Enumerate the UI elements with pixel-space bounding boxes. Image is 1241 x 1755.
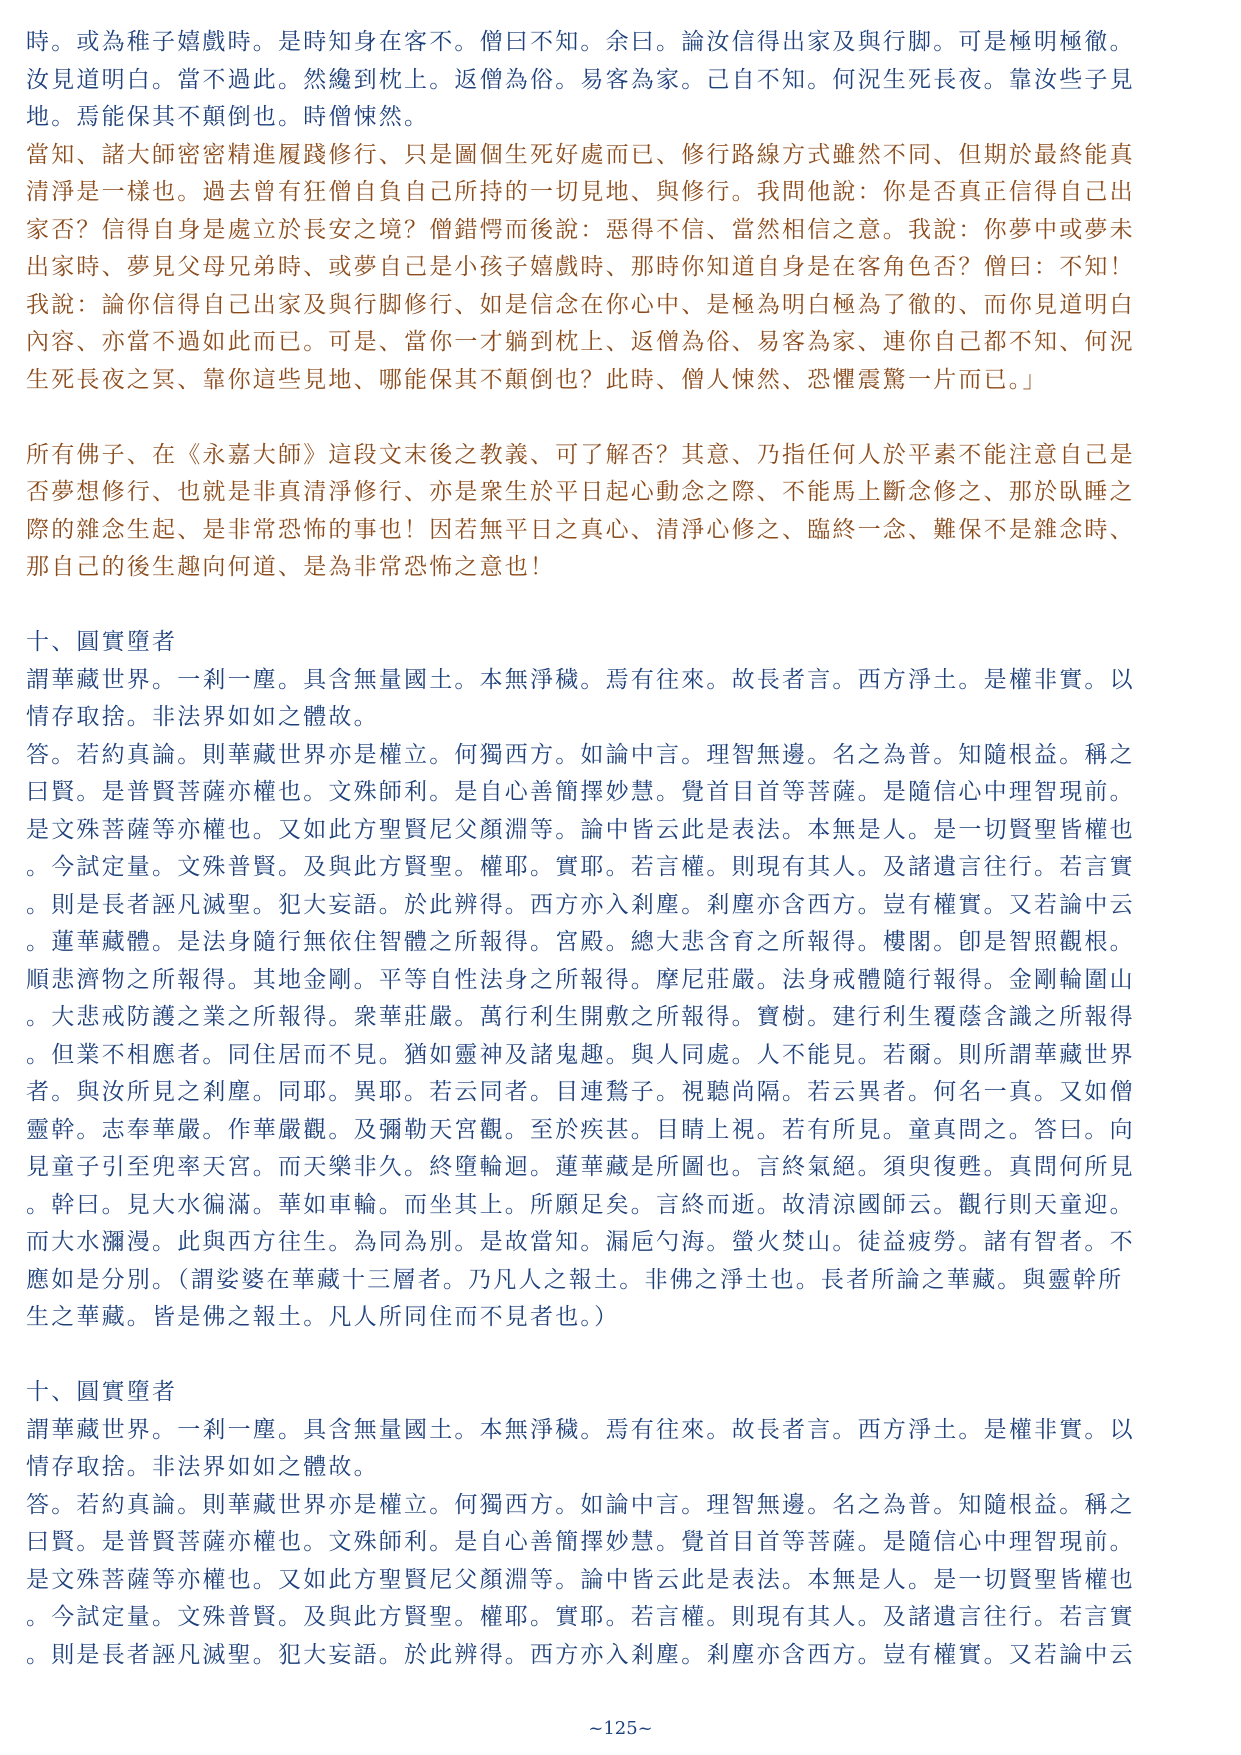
text-line: 汝見道明白。當不過此。然纔到枕上。返僧為俗。易客為家。己自不知。何況生死長夜。靠汝些子見 bbox=[26, 66, 1135, 93]
text-line: 是文殊菩薩等亦權也。又如此方聖賢尼父顏淵等。論中皆云此是表法。本無是人。是一切賢聖皆權也 bbox=[26, 1566, 1135, 1593]
text-line: 曰賢。是普賢菩薩亦權也。文殊師利。是自心善簡擇妙慧。覺首目首等菩薩。是隨信心中理智現前。 bbox=[26, 779, 1135, 805]
section-2-question bbox=[26, 1412, 1218, 1487]
text-line: 。今試定量。文殊普賢。及與此方賢聖。權耶。實耶。若言權。則現有其人。及諸遺言往行。若言實 bbox=[26, 1604, 1135, 1630]
text-line: 情存取捨。非法界如如之體故。 bbox=[26, 704, 379, 730]
text-line: 。則是長者誣凡滅聖。犯大妄語。於此辨得。西方亦入剎塵。剎塵亦含西方。豈有權實。又若論中云 bbox=[26, 891, 1135, 918]
text-line: 清淨是一樣也。過去曾有狂僧自負自己所持的一切見地、與修行。我問他說：你是否真正信得自己出 bbox=[26, 179, 1135, 205]
text-line: 順悲濟物之所報得。其地金剛。平等自性法身之所報得。摩尼莊嚴。法身戒體隨行報得。金剛輪圍山 bbox=[26, 966, 1135, 993]
text-line: 靈幹。志奉華嚴。作華嚴觀。及彌勒天宮觀。至於疾甚。目睛上視。若有所見。童真問之。答曰。向 bbox=[26, 1116, 1135, 1143]
text-line: 時。或為稚子嬉戲時。是時知身在客不。僧曰不知。余曰。論汝信得出家及與行脚。可是極明極徹。 bbox=[26, 29, 1135, 55]
text-line: 情存取捨。非法界如如之體故。 bbox=[26, 1454, 379, 1480]
paragraph-gap bbox=[26, 587, 1218, 625]
text-line: 際的雜念生起、是非常恐怖的事也！因若無平日之真心、清淨心修之、臨終一念、難保不是雜念時、 bbox=[26, 516, 1135, 543]
text-line: 應如是分別。（謂娑婆在華藏十三層者。乃凡人之報土。非佛之淨土也。長者所論之華藏。與靈幹所 bbox=[26, 1266, 1124, 1293]
commentary-paragraph-1 bbox=[26, 137, 1218, 400]
text-line: 曰賢。是普賢菩薩亦權也。文殊師利。是自心善簡擇妙慧。覺首目首等菩薩。是隨信心中理智現前。 bbox=[26, 1529, 1135, 1555]
text-line: 謂華藏世界。一剎一塵。具含無量國土。本無淨穢。焉有往來。故長者言。西方淨土。是權非實。以 bbox=[26, 666, 1135, 693]
text-line: 否夢想修行、也就是非真清淨修行、亦是衆生於平日起心動念之際、不能馬上斷念修之、那於臥睡之 bbox=[26, 479, 1135, 505]
text-line: 而大水瀰漫。此與西方往生。為同為別。是故當知。漏巵勺海。螢火焚山。徒益疲勞。諸有智者。不 bbox=[26, 1229, 1135, 1255]
text-line: 。蓮華藏體。是法身隨行無依住智體之所報得。宮殿。總大悲含育之所報得。樓閣。卽是智照觀根。 bbox=[26, 929, 1135, 955]
paragraph-gap bbox=[26, 399, 1218, 437]
text-line: 。但業不相應者。同住居而不見。猶如靈神及諸鬼趣。與人同處。人不能見。若爾。則所謂華藏世界 bbox=[26, 1041, 1135, 1068]
text-line: 。則是長者誣凡滅聖。犯大妄語。於此辨得。西方亦入剎塵。剎塵亦含西方。豈有權實。又若論中云 bbox=[26, 1641, 1135, 1668]
paragraph-gap bbox=[26, 1337, 1218, 1375]
text-line: 生死長夜之冥、靠你這些見地、哪能保其不顛倒也？此時、僧人悚然、恐懼震驚一片而已。」 bbox=[26, 366, 1048, 393]
section-heading-1: 十、圓實墮者 bbox=[26, 629, 178, 655]
intro-quote bbox=[26, 24, 1218, 137]
text-line: 地。焉能保其不顛倒也。時僧悚然。 bbox=[26, 104, 430, 130]
text-line: 。今試定量。文殊普賢。及與此方賢聖。權耶。實耶。若言權。則現有其人。及諸遺言往行。若言實 bbox=[26, 854, 1135, 880]
text-line: 那自己的後生趣向何道、是為非常恐怖之意也！ bbox=[26, 554, 556, 580]
text-line: 。幹曰。見大水徧滿。華如車輪。而坐其上。所願足矣。言終而逝。故清涼國師云。觀行則天童迎。 bbox=[26, 1191, 1135, 1218]
text-line: 內容、亦當不過如此而已。可是、當你一才躺到枕上、返僧為俗、易客為家、連你自己都不知、何況 bbox=[26, 329, 1135, 355]
text-line: 我說：論你信得自己出家及與行脚修行、如是信念在你心中、是極為明白極為了徹的、而你見道明白 bbox=[26, 291, 1135, 318]
text-line: 答。若約真論。則華藏世界亦是權立。何獨西方。如論中言。理智無邊。名之為普。知隨根益。稱之 bbox=[26, 1491, 1135, 1518]
text-line: 出家時、夢見父母兄弟時、或夢自己是小孩子嬉戲時、那時你知道自身是在客角色否？僧曰：不知！ bbox=[26, 254, 1135, 280]
text-line: 生之華藏。皆是佛之報土。凡人所同住而不見者也。） bbox=[26, 1304, 620, 1330]
section-1-answer bbox=[26, 737, 1218, 1337]
text-line: 是文殊菩薩等亦權也。又如此方聖賢尼父顏淵等。論中皆云此是表法。本無是人。是一切賢聖皆權也 bbox=[26, 816, 1135, 843]
text-line: 所有佛子、在《永嘉大師》這段文末後之教義、可了解否？其意、乃指任何人於平素不能注意自己是 bbox=[26, 441, 1135, 468]
section-heading-2: 十、圓實墮者 bbox=[26, 1379, 178, 1405]
text-line: 見童子引至兜率天宮。而天樂非久。終墮輪迴。蓮華藏是所圖也。言終氣絕。須臾復甦。真問何所見 bbox=[26, 1154, 1135, 1180]
section-2-answer bbox=[26, 1487, 1218, 1675]
text-line: 者。與汝所見之剎塵。同耶。異耶。若云同者。目連鶖子。視聽尚隔。若云異者。何名一真。又如僧 bbox=[26, 1079, 1135, 1105]
text-line: 家否？信得自身是處立於長安之境？僧錯愕而後說：惡得不信、當然相信之意。我說：你夢中或夢未 bbox=[26, 216, 1135, 243]
text-line: 謂華藏世界。一剎一塵。具含無量國土。本無淨穢。焉有往來。故長者言。西方淨土。是權非實。以 bbox=[26, 1416, 1135, 1443]
section-1-question bbox=[26, 662, 1218, 737]
text-line: 答。若約真論。則華藏世界亦是權立。何獨西方。如論中言。理智無邊。名之為普。知隨根益。稱之 bbox=[26, 741, 1135, 768]
page-number: ~125~ bbox=[588, 1718, 653, 1739]
page-content bbox=[26, 24, 1218, 1674]
text-line: 當知、諸大師密密精進履踐修行、只是圖個生死好處而已、修行路線方式雖然不同、但期於最終能真 bbox=[26, 141, 1135, 168]
text-line: 。大悲戒防護之業之所報得。衆華莊嚴。萬行利生開敷之所報得。寶樹。建行利生覆蔭含識之所報得 bbox=[26, 1004, 1135, 1030]
commentary-paragraph-2 bbox=[26, 437, 1218, 587]
